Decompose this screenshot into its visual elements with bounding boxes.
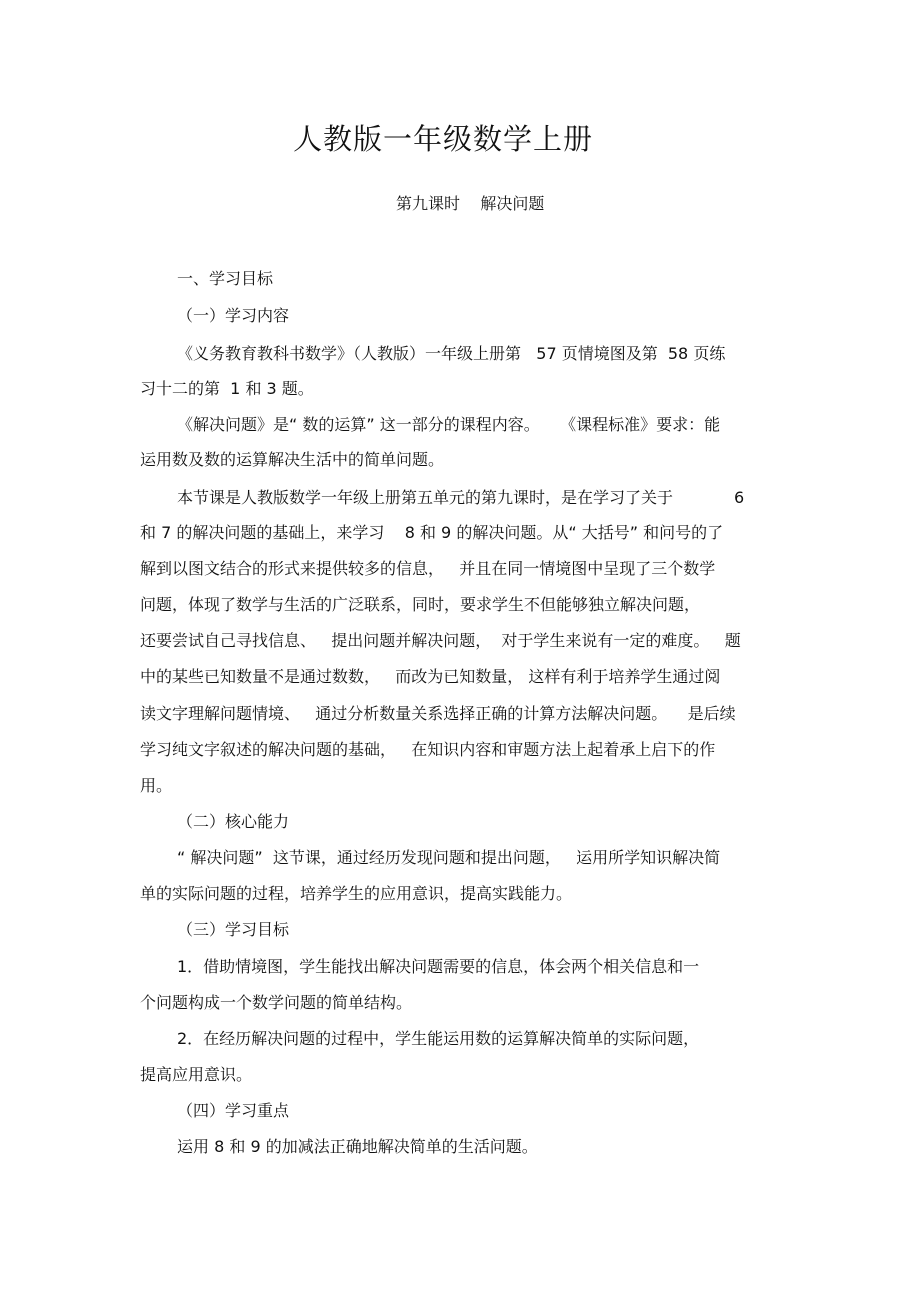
lesson-subtitle: 第九课时 解决问题 xyxy=(396,194,545,213)
paragraph-line: 解到以图文结合的形式来提供较多的信息， 并且在同一情境图中呈现了三个数学 xyxy=(140,559,716,578)
section-heading-learning-goals: 一、学习目标 xyxy=(177,269,274,288)
subsection-heading-core-ability: （二）核心能力 xyxy=(177,812,290,831)
goal-item-2: 2．在经历解决问题的过程中，学生能运用数的运算解决简单的实际问题， xyxy=(177,1029,700,1048)
paragraph-line: 和 7 的解决问题的基础上，来学习 8 和 9 的解决问题。从“ 大括号” 和问号的了 xyxy=(140,523,724,542)
paragraph-line: 运用 8 和 9 的加减法正确地解决简单的生活问题。 xyxy=(177,1137,538,1156)
subsection-heading-content: （一）学习内容 xyxy=(177,306,290,325)
paragraph-line: 《解决问题》是“ 数的运算” 这一部分的课程内容。 《课程标准》要求：能 xyxy=(177,415,721,434)
document-title: 人教版一年级数学上册 xyxy=(292,122,593,156)
paragraph-line: 学习纯文字叙述的解决问题的基础， 在知识内容和审题方法上起着承上启下的作 xyxy=(140,740,716,759)
paragraph-line: 用。 xyxy=(140,776,173,795)
paragraph-line: 还要尝试自己寻找信息、 提出问题并解决问题， 对于学生来说有一定的难度。 题 xyxy=(140,631,741,650)
goal-item-1: 1．借助情境图，学生能找出解决问题需要的信息，体会两个相关信息和一 xyxy=(177,957,700,976)
paragraph-line: 问题，体现了数学与生活的广泛联系，同时，要求学生不但能够独立解决问题， xyxy=(140,595,701,614)
paragraph-line: 读文字理解问题情境、 通过分析数量关系选择正确的计算方法解决问题。 是后续 xyxy=(140,704,736,723)
subsection-heading-learning-goals: （三）学习目标 xyxy=(177,920,290,939)
goal-item-1-continued: 个问题构成一个数学问题的简单结构。 xyxy=(140,993,413,1012)
paragraph-line: 运用数及数的运算解决生活中的简单问题。 xyxy=(140,450,445,469)
paragraph-line: “ 解决问题” 这节课，通过经历发现问题和提出问题， 运用所学知识解决简 xyxy=(177,848,721,867)
subsection-heading-key-points: （四）学习重点 xyxy=(177,1101,290,1120)
paragraph-line: 习十二的第 1 和 3 题。 xyxy=(140,379,314,398)
paragraph-line: 本节课是人教版数学一年级上册第五单元的第九课时，是在学习了关于 6 xyxy=(177,488,745,507)
paragraph-line: 单的实际问题的过程，培养学生的应用意识，提高实践能力。 xyxy=(140,884,573,903)
paragraph-line: 中的某些已知数量不是通过数数， 而改为已知数量， 这样有利于培养学生通过阅 xyxy=(140,667,721,686)
paragraph-line: 《义务教育教科书数学》（人教版）一年级上册第 57 页情境图及第 58 页练 xyxy=(177,344,726,363)
goal-item-2-continued: 提高应用意识。 xyxy=(140,1065,253,1084)
